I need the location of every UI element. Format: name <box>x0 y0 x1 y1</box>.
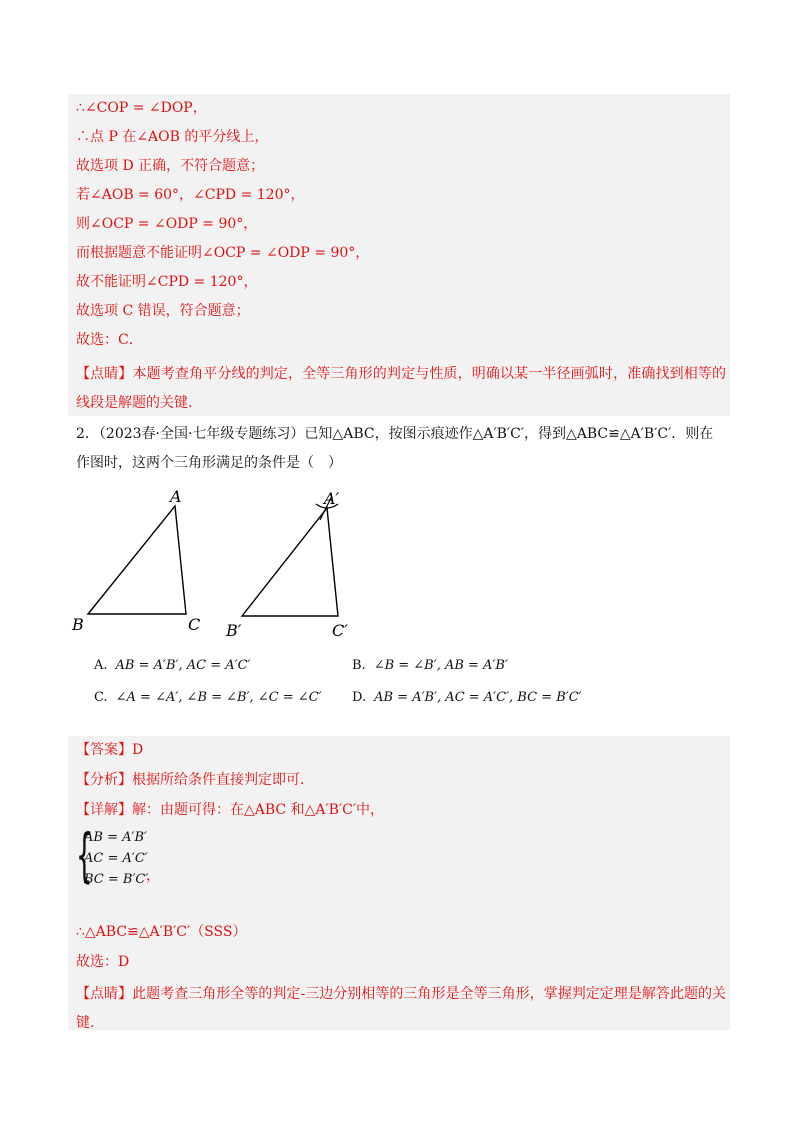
option-c-label: C. <box>94 690 108 705</box>
equation-end: ， <box>146 868 160 884</box>
label-b-prime: B′ <box>226 621 242 640</box>
option-a[interactable] <box>94 658 250 673</box>
option-d[interactable] <box>352 690 582 705</box>
equation-brace: { <box>76 821 93 889</box>
solution-line-7: 故不能证明∠CPD = 120°， <box>76 274 258 290</box>
solution-line-4: 若∠AOB = 60°，∠CPD = 120°， <box>76 187 305 203</box>
analysis-line: 【分析】根据所给条件直接判定即可. <box>76 772 305 788</box>
comment-2: 【点睛】此题考查三角形全等的判定-三边分别相等的三角形是全等三角形，掌握判定定理是解答此题的关键. <box>76 986 726 1031</box>
label-a-prime: A′ <box>324 490 340 508</box>
triangle-a2b2c2 <box>242 508 338 616</box>
option-c[interactable] <box>94 690 322 705</box>
triangle-abc <box>88 506 186 614</box>
solution-line-3: 故选项 D 正确，不符合题意； <box>76 158 265 174</box>
option-d-text: AB = A′B′, AC = A′C′, BC = B′C′ <box>374 690 582 705</box>
question-2-text: 2．（2023春·全国·七年级专题练习）已知△ABC，按图示痕迹作△A′B′C′，得到△ABC≌△A′B′C′．则在作图时，这两个三角形满足的条件是（ ） <box>76 426 714 471</box>
equation-3: BC = B′C′ <box>84 872 149 887</box>
solution-line-5: 则∠OCP = ∠ODP = 90°， <box>76 216 258 232</box>
label-a: A <box>170 490 182 506</box>
choice-line: 故选：D <box>76 954 130 970</box>
option-d-label: D. <box>352 690 367 705</box>
solution-line-8: 故选项 C 错误，符合题意； <box>76 303 250 319</box>
answer-line: 【答案】D <box>76 742 144 758</box>
solution-line-2: ∴点 P 在∠AOB 的平分线上， <box>76 129 269 145</box>
solution-line-9: 故选：C． <box>76 332 143 348</box>
detail-line: 【详解】解：由题可得：在△ABC 和△A′B′C′中， <box>76 802 384 818</box>
option-a-text: AB = A′B′, AC = A′C′ <box>115 658 251 673</box>
label-b: B <box>72 615 84 634</box>
solution-line-1: ∴∠COP = ∠DOP， <box>76 100 207 116</box>
option-b-label: B. <box>352 658 366 673</box>
triangle-figure <box>0 490 800 640</box>
equation-2: AC = A′C′ <box>84 851 148 866</box>
label-c-prime: C′ <box>332 621 348 640</box>
conclusion-line: ∴△ABC≌△A′B′C′（SSS） <box>76 924 247 940</box>
label-c: C <box>188 615 201 634</box>
option-b[interactable] <box>352 658 508 673</box>
option-a-label: A. <box>94 658 108 673</box>
equation-1: AB = A′B′ <box>84 830 147 845</box>
solution-line-6: 而根据题意不能证明∠OCP = ∠ODP = 90°， <box>76 245 370 261</box>
option-b-text: ∠B = ∠B′, AB = A′B′ <box>373 658 508 673</box>
comment-1: 【点睛】本题考查角平分线的判定，全等三角形的判定与性质，明确以某一半径画弧时，准确找到相等的线段是解题的关键. <box>76 366 726 411</box>
option-c-text: ∠A = ∠A′, ∠B = ∠B′, ∠C = ∠C′ <box>115 690 322 705</box>
